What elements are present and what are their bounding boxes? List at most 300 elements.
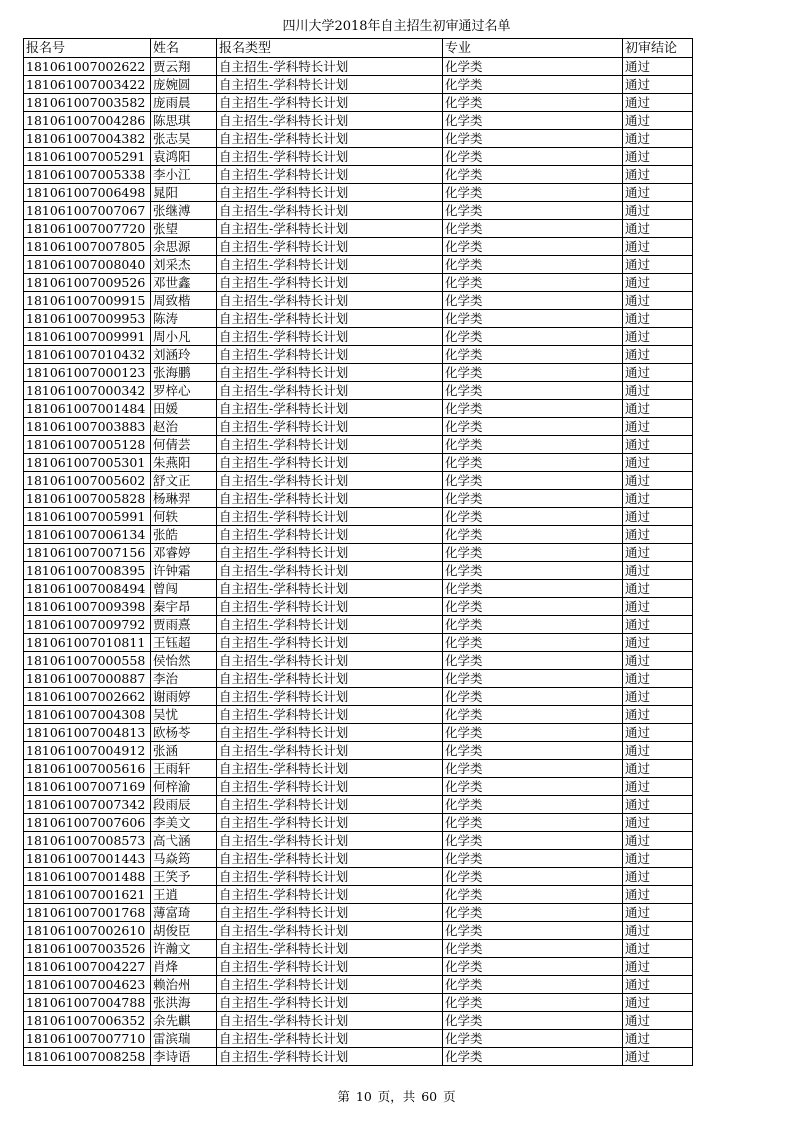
- application-type-cell: 自主招生-学科特长计划: [217, 742, 443, 760]
- name-cell: 庞雨晨: [151, 94, 217, 112]
- application-type-cell: 自主招生-学科特长计划: [217, 454, 443, 472]
- table-row: [24, 256, 693, 274]
- registration-number-cell: 181061007004788: [24, 994, 151, 1012]
- table-row: [24, 166, 693, 184]
- name-cell: 王笑予: [151, 868, 217, 886]
- major-cell: 化学类: [443, 796, 623, 814]
- table-row: [24, 112, 693, 130]
- application-type-cell: 自主招生-学科特长计划: [217, 1012, 443, 1030]
- registration-number-cell: 181061007005338: [24, 166, 151, 184]
- major-cell: 化学类: [443, 994, 623, 1012]
- review-result-cell: 通过: [623, 436, 693, 454]
- review-result-cell: 通过: [623, 706, 693, 724]
- name-cell: 余先麒: [151, 1012, 217, 1030]
- review-result-cell: 通过: [623, 922, 693, 940]
- name-cell: 马焱筠: [151, 850, 217, 868]
- major-cell: 化学类: [443, 652, 623, 670]
- name-cell: 张皓: [151, 526, 217, 544]
- name-cell: 李美文: [151, 814, 217, 832]
- registration-number-cell: 181061007003582: [24, 94, 151, 112]
- application-type-cell: 自主招生-学科特长计划: [217, 256, 443, 274]
- review-result-cell: 通过: [623, 112, 693, 130]
- application-type-cell: 自主招生-学科特长计划: [217, 724, 443, 742]
- major-cell: 化学类: [443, 1012, 623, 1030]
- application-type-cell: 自主招生-学科特长计划: [217, 292, 443, 310]
- application-type-cell: 自主招生-学科特长计划: [217, 652, 443, 670]
- application-type-cell: 自主招生-学科特长计划: [217, 796, 443, 814]
- major-cell: 化学类: [443, 238, 623, 256]
- major-cell: 化学类: [443, 508, 623, 526]
- application-type-cell: 自主招生-学科特长计划: [217, 94, 443, 112]
- application-type-cell: 自主招生-学科特长计划: [217, 634, 443, 652]
- application-type-cell: 自主招生-学科特长计划: [217, 76, 443, 94]
- registration-number-cell: 181061007009526: [24, 274, 151, 292]
- registration-number-cell: 181061007005828: [24, 490, 151, 508]
- review-result-cell: 通过: [623, 652, 693, 670]
- name-cell: 李小江: [151, 166, 217, 184]
- review-result-cell: 通过: [623, 976, 693, 994]
- application-type-cell: 自主招生-学科特长计划: [217, 526, 443, 544]
- review-result-cell: 通过: [623, 454, 693, 472]
- table-row: [24, 454, 693, 472]
- name-cell: 贾云翔: [151, 58, 217, 76]
- review-result-cell: 通过: [623, 544, 693, 562]
- application-type-cell: 自主招生-学科特长计划: [217, 706, 443, 724]
- registration-number-cell: 181061007006352: [24, 1012, 151, 1030]
- table-row: [24, 670, 693, 688]
- major-cell: 化学类: [443, 1030, 623, 1048]
- registration-number-cell: 181061007007720: [24, 220, 151, 238]
- major-cell: 化学类: [443, 58, 623, 76]
- registration-number-cell: 181061007003883: [24, 418, 151, 436]
- name-cell: 何倩芸: [151, 436, 217, 454]
- review-result-cell: 通过: [623, 382, 693, 400]
- application-type-cell: 自主招生-学科特长计划: [217, 400, 443, 418]
- review-result-cell: 通过: [623, 670, 693, 688]
- review-result-cell: 通过: [623, 634, 693, 652]
- registration-number-cell: 181061007007067: [24, 202, 151, 220]
- registration-number-cell: 181061007001488: [24, 868, 151, 886]
- application-type-cell: 自主招生-学科特长计划: [217, 544, 443, 562]
- table-row: [24, 688, 693, 706]
- application-type-cell: 自主招生-学科特长计划: [217, 868, 443, 886]
- major-cell: 化学类: [443, 688, 623, 706]
- major-cell: 化学类: [443, 328, 623, 346]
- review-result-cell: 通过: [623, 148, 693, 166]
- table-row: [24, 220, 693, 238]
- registration-number-cell: 181061007010432: [24, 346, 151, 364]
- application-type-cell: 自主招生-学科特长计划: [217, 994, 443, 1012]
- registration-number-cell: 181061007007710: [24, 1030, 151, 1048]
- table-row: [24, 436, 693, 454]
- table-row: [24, 886, 693, 904]
- major-cell: 化学类: [443, 364, 623, 382]
- name-cell: 何梓渝: [151, 778, 217, 796]
- registration-number-cell: 181061007009915: [24, 292, 151, 310]
- table-row: [24, 706, 693, 724]
- table-row: [24, 490, 693, 508]
- application-type-cell: 自主招生-学科特长计划: [217, 418, 443, 436]
- major-cell: 化学类: [443, 94, 623, 112]
- name-cell: 张涵: [151, 742, 217, 760]
- table-row: [24, 922, 693, 940]
- review-result-cell: 通过: [623, 940, 693, 958]
- table-row: [24, 634, 693, 652]
- table-row: [24, 328, 693, 346]
- table-row: [24, 940, 693, 958]
- major-cell: 化学类: [443, 130, 623, 148]
- application-type-cell: 自主招生-学科特长计划: [217, 328, 443, 346]
- registration-number-cell: 181061007003422: [24, 76, 151, 94]
- name-cell: 秦宇昂: [151, 598, 217, 616]
- review-result-cell: 通过: [623, 904, 693, 922]
- name-cell: 田媛: [151, 400, 217, 418]
- review-result-cell: 通过: [623, 310, 693, 328]
- major-cell: 化学类: [443, 904, 623, 922]
- major-cell: 化学类: [443, 724, 623, 742]
- major-cell: 化学类: [443, 670, 623, 688]
- application-type-cell: 自主招生-学科特长计划: [217, 202, 443, 220]
- registration-number-cell: 181061007004286: [24, 112, 151, 130]
- name-cell: 胡俊臣: [151, 922, 217, 940]
- name-cell: 侯怡然: [151, 652, 217, 670]
- review-result-cell: 通过: [623, 598, 693, 616]
- registration-number-cell: 181061007009953: [24, 310, 151, 328]
- review-result-cell: 通过: [623, 760, 693, 778]
- major-cell: 化学类: [443, 400, 623, 418]
- application-type-cell: 自主招生-学科特长计划: [217, 148, 443, 166]
- name-cell: 李治: [151, 670, 217, 688]
- registration-number-cell: 181061007004227: [24, 958, 151, 976]
- name-cell: 邓世鑫: [151, 274, 217, 292]
- registration-number-cell: 181061007000123: [24, 364, 151, 382]
- major-cell: 化学类: [443, 850, 623, 868]
- application-type-cell: 自主招生-学科特长计划: [217, 238, 443, 256]
- registration-number-cell: 181061007002610: [24, 922, 151, 940]
- major-cell: 化学类: [443, 778, 623, 796]
- name-cell: 王雨轩: [151, 760, 217, 778]
- major-cell: 化学类: [443, 184, 623, 202]
- application-type-cell: 自主招生-学科特长计划: [217, 490, 443, 508]
- major-cell: 化学类: [443, 292, 623, 310]
- name-cell: 罗梓心: [151, 382, 217, 400]
- review-result-cell: 通过: [623, 778, 693, 796]
- review-result-cell: 通过: [623, 346, 693, 364]
- registration-number-cell: 181061007007169: [24, 778, 151, 796]
- review-result-cell: 通过: [623, 580, 693, 598]
- table-header-row: [24, 39, 693, 58]
- review-result-cell: 通过: [623, 166, 693, 184]
- major-cell: 化学类: [443, 490, 623, 508]
- page-title: 四川大学2018年自主招生初审通过名单: [282, 19, 511, 34]
- name-cell: 袁鸿阳: [151, 148, 217, 166]
- name-cell: 刘涵玲: [151, 346, 217, 364]
- table-row: [24, 796, 693, 814]
- review-result-cell: 通过: [623, 526, 693, 544]
- review-result-cell: 通过: [623, 868, 693, 886]
- major-cell: 化学类: [443, 544, 623, 562]
- application-type-cell: 自主招生-学科特长计划: [217, 922, 443, 940]
- name-cell: 赵治: [151, 418, 217, 436]
- major-cell: 化学类: [443, 1048, 623, 1066]
- name-cell: 张望: [151, 220, 217, 238]
- table-row: [24, 418, 693, 436]
- registration-number-cell: 181061007004912: [24, 742, 151, 760]
- review-result-cell: 通过: [623, 724, 693, 742]
- review-result-cell: 通过: [623, 616, 693, 634]
- review-result-cell: 通过: [623, 184, 693, 202]
- registration-number-cell: 181061007004813: [24, 724, 151, 742]
- table-row: [24, 850, 693, 868]
- major-cell: 化学类: [443, 202, 623, 220]
- application-type-cell: 自主招生-学科特长计划: [217, 562, 443, 580]
- name-cell: 许钟霜: [151, 562, 217, 580]
- registration-number-cell: 181061007008258: [24, 1048, 151, 1066]
- table-row: [24, 58, 693, 76]
- table-row: [24, 1030, 693, 1048]
- table-row: [24, 814, 693, 832]
- page-footer: 第 10 页，共 60 页: [337, 1089, 456, 1104]
- name-cell: 陈涛: [151, 310, 217, 328]
- registration-number-cell: 181061007008573: [24, 832, 151, 850]
- major-cell: 化学类: [443, 868, 623, 886]
- table-row: [24, 580, 693, 598]
- name-cell: 吴忧: [151, 706, 217, 724]
- application-type-cell: 自主招生-学科特长计划: [217, 112, 443, 130]
- table-row: [24, 976, 693, 994]
- table-row: [24, 94, 693, 112]
- major-cell: 化学类: [443, 148, 623, 166]
- table-row: [24, 958, 693, 976]
- table-row: [24, 868, 693, 886]
- table-row: [24, 472, 693, 490]
- review-result-cell: 通过: [623, 94, 693, 112]
- review-result-cell: 通过: [623, 688, 693, 706]
- name-cell: 邓睿婷: [151, 544, 217, 562]
- application-type-cell: 自主招生-学科特长计划: [217, 1030, 443, 1048]
- registration-number-cell: 181061007003526: [24, 940, 151, 958]
- registration-number-cell: 181061007006134: [24, 526, 151, 544]
- registration-number-cell: 181061007001621: [24, 886, 151, 904]
- review-result-cell: 通过: [623, 328, 693, 346]
- name-cell: 肖烽: [151, 958, 217, 976]
- application-type-cell: 自主招生-学科特长计划: [217, 832, 443, 850]
- header-registration-number: 报名号: [24, 39, 151, 58]
- name-cell: 陈思琪: [151, 112, 217, 130]
- registration-number-cell: 181061007004623: [24, 976, 151, 994]
- application-type-cell: 自主招生-学科特长计划: [217, 598, 443, 616]
- table-row: [24, 238, 693, 256]
- review-result-cell: 通过: [623, 886, 693, 904]
- review-result-cell: 通过: [623, 202, 693, 220]
- registration-number-cell: 181061007009398: [24, 598, 151, 616]
- name-cell: 庞婉圆: [151, 76, 217, 94]
- review-result-cell: 通过: [623, 418, 693, 436]
- major-cell: 化学类: [443, 562, 623, 580]
- registration-number-cell: 181061007008040: [24, 256, 151, 274]
- application-type-cell: 自主招生-学科特长计划: [217, 346, 443, 364]
- table-row: [24, 544, 693, 562]
- major-cell: 化学类: [443, 418, 623, 436]
- registration-number-cell: 181061007007342: [24, 796, 151, 814]
- review-result-cell: 通过: [623, 130, 693, 148]
- registration-number-cell: 181061007001484: [24, 400, 151, 418]
- review-result-cell: 通过: [623, 364, 693, 382]
- registration-number-cell: 181061007000887: [24, 670, 151, 688]
- review-result-cell: 通过: [623, 994, 693, 1012]
- registration-number-cell: 181061007008494: [24, 580, 151, 598]
- major-cell: 化学类: [443, 922, 623, 940]
- table-row: [24, 346, 693, 364]
- table-row: [24, 832, 693, 850]
- name-cell: 曾闯: [151, 580, 217, 598]
- registration-number-cell: 181061007007156: [24, 544, 151, 562]
- header-review-result: 初审结论: [623, 39, 693, 58]
- application-type-cell: 自主招生-学科特长计划: [217, 778, 443, 796]
- major-cell: 化学类: [443, 634, 623, 652]
- header-major: 专业: [443, 39, 623, 58]
- review-result-cell: 通过: [623, 76, 693, 94]
- name-cell: 周小凡: [151, 328, 217, 346]
- review-result-cell: 通过: [623, 400, 693, 418]
- review-result-cell: 通过: [623, 238, 693, 256]
- application-type-cell: 自主招生-学科特长计划: [217, 508, 443, 526]
- name-cell: 谢雨婷: [151, 688, 217, 706]
- registration-number-cell: 181061007000558: [24, 652, 151, 670]
- name-cell: 赖治州: [151, 976, 217, 994]
- major-cell: 化学类: [443, 580, 623, 598]
- table-row: [24, 724, 693, 742]
- application-type-cell: 自主招生-学科特长计划: [217, 616, 443, 634]
- registration-number-cell: 181061007005291: [24, 148, 151, 166]
- table-row: [24, 508, 693, 526]
- application-type-cell: 自主招生-学科特长计划: [217, 364, 443, 382]
- application-type-cell: 自主招生-学科特长计划: [217, 310, 443, 328]
- table-row: [24, 148, 693, 166]
- table-row: [24, 382, 693, 400]
- review-result-cell: 通过: [623, 562, 693, 580]
- review-result-cell: 通过: [623, 58, 693, 76]
- review-result-cell: 通过: [623, 256, 693, 274]
- application-type-cell: 自主招生-学科特长计划: [217, 1048, 443, 1066]
- registration-number-cell: 181061007004382: [24, 130, 151, 148]
- registration-number-cell: 181061007002662: [24, 688, 151, 706]
- table-row: [24, 310, 693, 328]
- application-type-cell: 自主招生-学科特长计划: [217, 220, 443, 238]
- application-type-cell: 自主招生-学科特长计划: [217, 184, 443, 202]
- review-result-cell: 通过: [623, 832, 693, 850]
- registration-number-cell: 181061007009991: [24, 328, 151, 346]
- name-cell: 晁阳: [151, 184, 217, 202]
- registration-number-cell: 181061007010811: [24, 634, 151, 652]
- registration-number-cell: 181061007009792: [24, 616, 151, 634]
- name-cell: 舒文正: [151, 472, 217, 490]
- application-type-cell: 自主招生-学科特长计划: [217, 688, 443, 706]
- application-type-cell: 自主招生-学科特长计划: [217, 760, 443, 778]
- major-cell: 化学类: [443, 940, 623, 958]
- major-cell: 化学类: [443, 76, 623, 94]
- name-cell: 杨琳羿: [151, 490, 217, 508]
- review-result-cell: 通过: [623, 814, 693, 832]
- table-row: [24, 76, 693, 94]
- header-application-type: 报名类型: [217, 39, 443, 58]
- registration-number-cell: 181061007001443: [24, 850, 151, 868]
- name-cell: 欧杨苓: [151, 724, 217, 742]
- major-cell: 化学类: [443, 958, 623, 976]
- header-name: 姓名: [151, 39, 217, 58]
- major-cell: 化学类: [443, 886, 623, 904]
- major-cell: 化学类: [443, 742, 623, 760]
- review-result-cell: 通过: [623, 958, 693, 976]
- review-result-cell: 通过: [623, 220, 693, 238]
- name-cell: 许瀚文: [151, 940, 217, 958]
- registration-number-cell: 181061007007805: [24, 238, 151, 256]
- registration-number-cell: 181061007005301: [24, 454, 151, 472]
- table-body: [24, 58, 693, 1066]
- application-type-cell: 自主招生-学科特长计划: [217, 886, 443, 904]
- table-row: [24, 598, 693, 616]
- table-row: [24, 1012, 693, 1030]
- name-cell: 刘采杰: [151, 256, 217, 274]
- review-result-cell: 通过: [623, 796, 693, 814]
- name-cell: 高弋涵: [151, 832, 217, 850]
- application-type-cell: 自主招生-学科特长计划: [217, 58, 443, 76]
- name-cell: 周致楷: [151, 292, 217, 310]
- registration-number-cell: 181061007005616: [24, 760, 151, 778]
- major-cell: 化学类: [443, 112, 623, 130]
- registration-number-cell: 181061007005991: [24, 508, 151, 526]
- application-type-cell: 自主招生-学科特长计划: [217, 382, 443, 400]
- table-row: [24, 400, 693, 418]
- table-row: [24, 778, 693, 796]
- application-type-cell: 自主招生-学科特长计划: [217, 958, 443, 976]
- application-type-cell: 自主招生-学科特长计划: [217, 274, 443, 292]
- major-cell: 化学类: [443, 976, 623, 994]
- application-type-cell: 自主招生-学科特长计划: [217, 670, 443, 688]
- review-result-cell: 通过: [623, 850, 693, 868]
- name-cell: 王逍: [151, 886, 217, 904]
- application-type-cell: 自主招生-学科特长计划: [217, 580, 443, 598]
- name-cell: 张志昊: [151, 130, 217, 148]
- name-cell: 薄富琦: [151, 904, 217, 922]
- major-cell: 化学类: [443, 454, 623, 472]
- review-result-cell: 通过: [623, 508, 693, 526]
- application-type-cell: 自主招生-学科特长计划: [217, 904, 443, 922]
- application-type-cell: 自主招生-学科特长计划: [217, 940, 443, 958]
- registration-number-cell: 181061007006498: [24, 184, 151, 202]
- application-type-cell: 自主招生-学科特长计划: [217, 472, 443, 490]
- table-row: [24, 364, 693, 382]
- name-cell: 张洪海: [151, 994, 217, 1012]
- table-row: [24, 274, 693, 292]
- table-row: [24, 202, 693, 220]
- name-cell: 段雨辰: [151, 796, 217, 814]
- registration-number-cell: 181061007004308: [24, 706, 151, 724]
- review-result-cell: 通过: [623, 1048, 693, 1066]
- major-cell: 化学类: [443, 706, 623, 724]
- registration-number-cell: 181061007001768: [24, 904, 151, 922]
- review-result-cell: 通过: [623, 292, 693, 310]
- name-cell: 李诗语: [151, 1048, 217, 1066]
- review-result-cell: 通过: [623, 490, 693, 508]
- application-type-cell: 自主招生-学科特长计划: [217, 436, 443, 454]
- major-cell: 化学类: [443, 256, 623, 274]
- table-row: [24, 184, 693, 202]
- registration-number-cell: 181061007000342: [24, 382, 151, 400]
- name-cell: 张继溥: [151, 202, 217, 220]
- name-cell: 张海鹏: [151, 364, 217, 382]
- major-cell: 化学类: [443, 760, 623, 778]
